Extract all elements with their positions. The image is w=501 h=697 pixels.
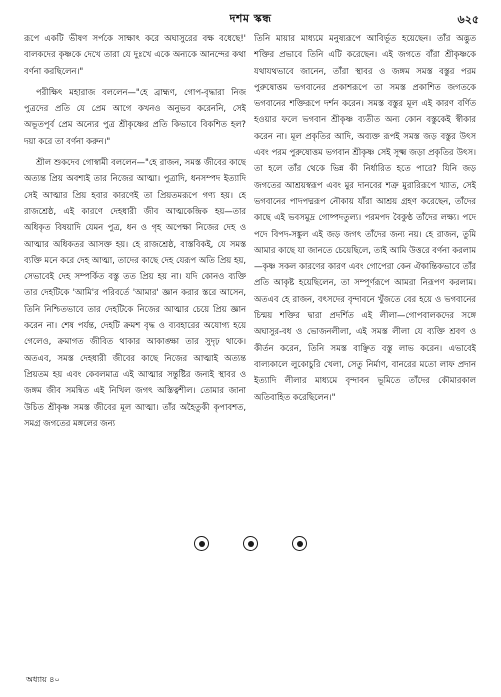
footer-signature: অধ্যায় ৪০	[26, 675, 60, 684]
paragraph: পরীক্ষিৎ মহারাজ বললেন—"হে ব্রাহ্মণ, গোপ-বৃদ্ধারা নিজ পুত্রদের প্রতি যে প্রেম আগে কখনও অনুভব করেননি, সেই অভূতপূর্ব প্রেম অন্যের পুত্র শ্রীকৃষ্ণের প্রতি কিভাবে বিকশিত হল? দয়া করে তা বর্ণনা করুন।"	[24, 86, 246, 146]
page-number: ৬২৫	[457, 13, 479, 26]
left-text-column	[24, 30, 246, 520]
paragraph: তিনি মায়ার মাধ্যমে মনুষ্যরূপে আবির্ভূত হয়েছেন। তাঁর অদ্ভুত শক্তির প্রভাবে তিনি এটি করেছেন। এই জগতে বাঁরা শ্রীকৃষ্ণকে যথাযথভাবে জানেন, তাঁরা স্থাবর ও জঙ্গম সমস্ত বস্তুর পরম পুরুষোত্তম ভগবানের প্রকাশরূপে তা সমস্ত প্রকাশিত জগতকে ভগবানের শক্তিরূপে দর্শন করেন। সমস্ত বস্তুর মূল এই কারণ বর্ণিত হওয়ার ফলে ভগবান শ্রীকৃষ্ণ ব্যতীত অন্য কোন বস্তুকেই স্বীকার করেন না। মূল প্রকৃতির আদি, অব্যক্ত রূপই সমস্ত জড় বস্তুর উৎস এবং পরম পুরুষোত্তম ভগবান শ্রীকৃষ্ণ সেই সূক্ষ্ম জড়া প্রকৃতির উৎস। তা হলে তাঁর থেকে ভিন্ন কী নির্ধারিত হতে পারে? যিনি জড় জগতের আশ্রয়স্বরূপ এবং মুর দানবের শত্রু মুরারিরূপে খ্যাত, সেই ভগবানের পাদপদ্মরূপ নৌকায় যাঁরা আশ্রয় গ্রহণ করেছেন, তাঁদের কাছে এই ভবসমুদ্র গোষ্পদতুল্য। পরমপদ বৈকুণ্ঠ তাঁদের লক্ষ্য। পদে পদে বিপদ-সঙ্কুল এই জড় জগৎ তাঁদের জন্য নয়। হে রাজন, তুমি আমার কাছে যা জানতে চেয়েছিলে, তাই আমি উত্তরে বর্ণনা করলাম—কৃষ্ণ সকল কারণের কারণ এবং গোপেরা কেন ঐকান্তিকভাবে তাঁর প্রতি আকৃষ্ট হয়েছিলেন, তা সম্পূর্ণরূপে আমরা নিরূপণ করলাম। অতএব হে রাজন, বৎসদের বৃন্দাবনে খুঁজতে বের হয়ে ও ভগবানের চিন্ময় শক্তির দ্বারা প্রদর্শিত এই লীলা—গোপবালকদের সঙ্গে অঘাসুর-বধ ও ভোজনলীলা, এই সমস্ত লীলা যে ব্যক্তি শ্রবণ ও কীর্তন করেন, তিনি সমস্ত বাঞ্ছিত বস্তু লাভ করেন। এভাবেই বাল্যকালে লুকোচুরি খেলা, সেতু নির্মাণ, বানরের মতো লাফ প্রদান ইত্যাদি লীলার মাধ্যমে বৃন্দাবন ভূমিতে তাঁদের কৌমারকাল অতিবাহিত করেছিলেন।"	[254, 33, 476, 402]
paragraph: শ্রীল শুকদেব গোস্বামী বললেন—"হে রাজন, সমস্ত জীবের কাছে অত্যন্ত প্রিয় অবশ্যই তার নিজের আত্মা। পুত্রাদি, ধনসম্পদ ইত্যাদি সেই আত্মার প্রিয় হবার কারণেই তা প্রিয়তমরূপে গণ্য হয়। হে রাজশ্রেষ্ঠ, এই কারণে দেহধারী জীব আত্মকেন্দ্রিক হয়—তার অধিকৃত বিষয়াদি যেমন পুত্র, ধন ও গৃহ অপেক্ষা নিজের দেহ ও আত্মার অধিকতর আসক্ত হয়। হে রাজশ্রেষ্ঠ, বাস্তবিকই, যে সমস্ত ব্যক্তি মনে করে দেহ আত্মা, তাদের কাছে দেহ যেরূপ অতি প্রিয় হয়, সেভাবেই দেহ সম্পর্কিত বস্তু তত প্রিয় হয় না। যদি কোনও ব্যক্তি তার দেহটিকে 'আমি'র পরিবর্তে 'আমার' জ্ঞান করার স্তরে আসেন, তিনি নিশ্চিতভাবে তার দেহটিকে নিজের আত্মার চেয়ে প্রিয় জ্ঞান করেন না। শেষ পর্যন্ত, দেহটি ক্রমশ বৃদ্ধ ও ব্যবহারের অযোগ্য হয়ে গেলেও, ক্রমাগত জীবিত থাকার আকাঙ্ক্ষা তার সুদৃঢ় থাকে। অতএব, সমস্ত দেহধারী জীবের কাছে নিজের আত্মাই অত্যন্ত প্রিয়তম হয় এবং কেবলমাত্র এই আত্মার সন্তুষ্টির জন্যই স্থাবর ও জঙ্গম জীব সমন্বিত এই নিখিল জগৎ অস্তিত্বশীল। তোমার জানা উচিত শ্রীকৃষ্ণ সমস্ত জীবের মূল আত্মা। তাঁর অহৈতুকী কৃপাবশত, সমগ্র জগতের মঙ্গলের জন্য	[24, 157, 246, 428]
chapter-title: দশম স্কন্ধ	[229, 12, 272, 25]
circle-ornament-icon	[194, 536, 209, 551]
circle-ornament-icon	[243, 536, 258, 551]
section-end-ornaments	[0, 536, 501, 556]
right-text-column	[254, 30, 476, 520]
paragraph: রূপে একটি ভীষণ সর্পকে সাক্ষাৎ করে অঘাসুরের বক্ষ বধেছে!' বালকদের কৃষ্ণকে দেখে তারা যে দুঃখে একে অন্যকে আনন্দের কথা বর্ণনা করছিলেন।"	[24, 33, 246, 76]
running-header	[0, 8, 501, 28]
circle-ornament-icon	[292, 536, 307, 551]
